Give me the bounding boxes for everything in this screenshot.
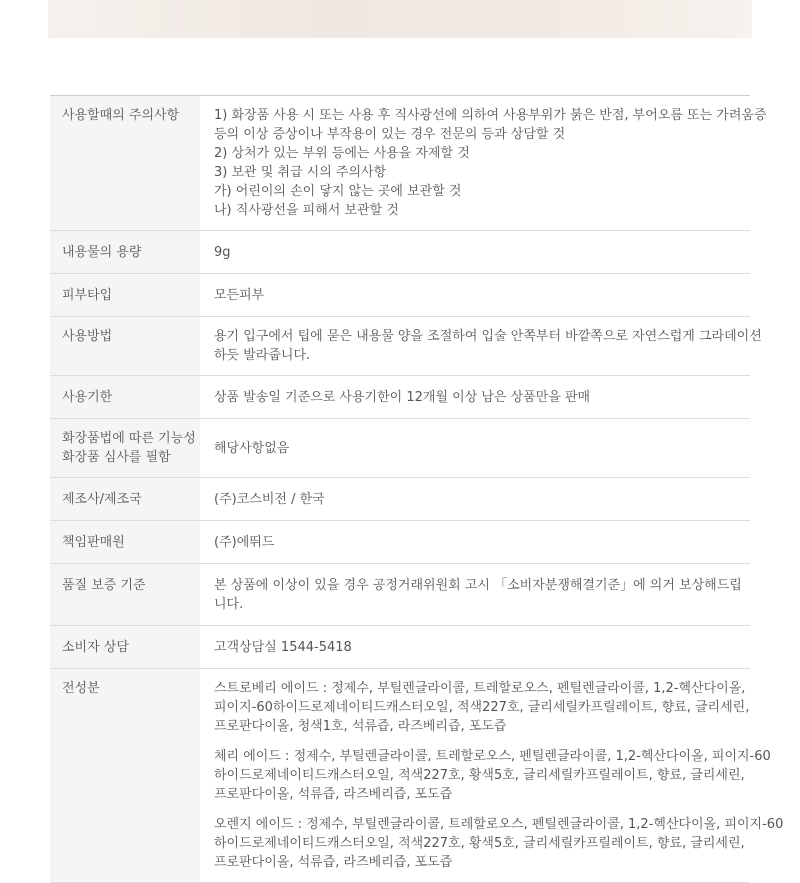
caution-line: 2) 상처가 있는 부위 등에는 사용을 자제할 것	[214, 146, 470, 161]
row-value: (주)에뛰드	[200, 521, 750, 564]
ingredients-line: 체리 에이드 : 정제수, 부틸렌글라이콜, 트레할로오스, 펜틸렌글라이콜, 1,2-헥산다이올, 피이지-60	[214, 749, 771, 764]
table-row-expiry	[50, 376, 750, 419]
row-label: 피부타입	[50, 274, 200, 317]
ingredients-paragraph	[214, 679, 750, 736]
row-label: 사용방법	[50, 317, 200, 376]
row-label: 품질 보증 기준	[50, 564, 200, 626]
row-label: 사용기한	[50, 376, 200, 419]
row-value	[200, 317, 762, 376]
caution-line: 등의 이상 증상이나 부작용이 있는 경우 전문의 등과 상담할 것	[214, 127, 566, 142]
caution-line: 가) 어린이의 손이 닿지 않는 곳에 보관할 것	[214, 184, 462, 199]
row-value: 9g	[200, 231, 750, 274]
row-value: 모든피부	[200, 274, 750, 317]
row-value	[200, 96, 767, 231]
ingredients-line: 프로판다이올, 석류즙, 라즈베리즙, 포도즙	[214, 855, 453, 870]
ingredients-line: 하이드로제네이티드캐스터오일, 적색227호, 황색5호, 글리세릴카프릴레이트, 향료, 글리세린,	[214, 768, 745, 783]
table-row-quality-guarantee	[50, 564, 750, 626]
product-info-table	[50, 95, 784, 883]
row-value: 해당사항없음	[200, 419, 750, 478]
table-row-skin-type	[50, 274, 750, 317]
row-label-line: 화장품법에 따른 기능성	[62, 431, 196, 446]
table-row-functional-review	[50, 419, 750, 478]
row-value: (주)코스비전 / 한국	[200, 478, 750, 521]
row-label: 소비자 상담	[50, 626, 200, 669]
table-row-volume	[50, 231, 750, 274]
row-label-line: 화장품 심사를 필함	[62, 450, 171, 465]
row-label: 책임판매원	[50, 521, 200, 564]
ingredients-line: 프로판다이올, 청색1호, 석류즙, 라즈베리즙, 포도즙	[214, 719, 507, 734]
table-row-usage	[50, 317, 750, 376]
ingredients-line: 스트로베리 에이드 : 정제수, 부틸렌글라이콜, 트레할로오스, 펜틸렌글라이콜, 1,2-헥산다이올,	[214, 681, 746, 696]
table-row-caution	[50, 96, 750, 231]
table-row-seller	[50, 521, 750, 564]
table-row-ingredients	[50, 669, 750, 883]
row-value: 고객상담실 1544-5418	[200, 626, 750, 669]
usage-line: 하듯 발라줍니다.	[214, 348, 311, 363]
ingredients-line: 오렌지 에이드 : 정제수, 부틸렌글라이콜, 트레할로오스, 펜틸렌글라이콜, 1,2-헥산다이올, 피이지-60	[214, 817, 784, 832]
table-row-manufacturer	[50, 478, 750, 521]
ingredients-line: 프로판다이올, 석류즙, 라즈베리즙, 포도즙	[214, 787, 453, 802]
row-label: 사용할때의 주의사항	[50, 96, 200, 231]
ingredients-line: 피이지-60하이드로제네이티드캐스터오일, 적색227호, 글리세릴카프릴레이트, 향료, 글리세린,	[214, 700, 750, 715]
row-label: 제조사/제조국	[50, 478, 200, 521]
ingredients-paragraph	[214, 747, 771, 804]
row-label: 내용물의 용량	[50, 231, 200, 274]
row-value: 본 상품에 이상이 있을 경우 공정거래위원회 고시 「소비자분쟁해결기준」에 의거 보상해드립니다.	[200, 564, 750, 626]
row-value	[200, 669, 784, 883]
product-image-banner	[48, 0, 752, 38]
usage-line: 용기 입구에서 팁에 묻은 내용물 양을 조절하여 입술 안쪽부터 바깥쪽으로 자연스럽게 그라데이션	[214, 329, 762, 344]
caution-line: 나) 직사광선을 피해서 보관할 것	[214, 203, 399, 218]
row-label: 전성분	[50, 669, 200, 883]
row-value: 상품 발송일 기준으로 사용기한이 12개월 이상 남은 상품만을 판매	[200, 376, 750, 419]
table-row-consumer-support	[50, 626, 750, 669]
ingredients-paragraph	[214, 815, 784, 872]
row-label	[50, 419, 200, 478]
caution-line: 3) 보관 및 취급 시의 주의사항	[214, 165, 387, 180]
caution-line: 1) 화장품 사용 시 또는 사용 후 직사광선에 의하여 사용부위가 붉은 반점, 부어오름 또는 가려움증	[214, 108, 767, 123]
ingredients-line: 하이드로제네이티드캐스터오일, 적색227호, 황색5호, 글리세릴카프릴레이트, 향료, 글리세린,	[214, 836, 745, 851]
